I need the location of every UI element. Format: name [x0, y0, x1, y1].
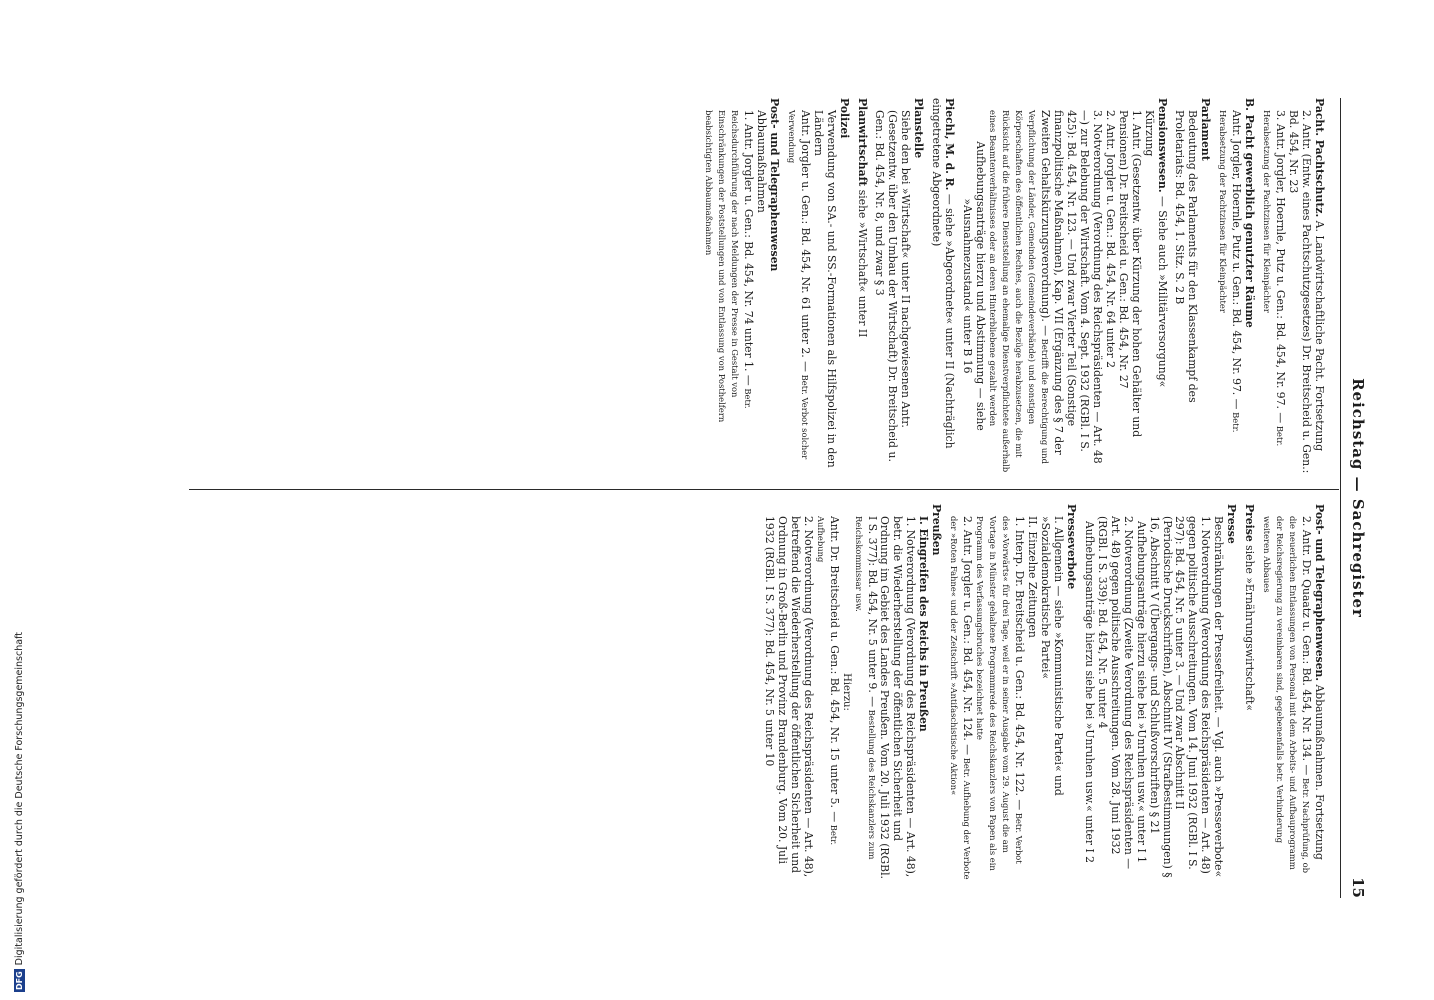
entry-headword: Preußen	[930, 504, 944, 556]
entry-line-text: I. Allgemein — siehe »Kommunistische Partei« und »Sozialdemokratische Partei«	[1038, 516, 1065, 796]
entry-line	[814, 504, 840, 880]
entry-heading-rest: — siehe »Abgeordnete« unter II (Nachträglich eingetretene Abgeordnete)	[930, 98, 957, 449]
header-rule	[1340, 98, 1341, 898]
entry-line	[1173, 98, 1199, 474]
entry-heading	[767, 98, 780, 474]
running-header	[1339, 98, 1369, 898]
entry-line-text: 2. Antr. Jorgler u. Gen.: Bd. 454, Nr. 124. —	[961, 516, 975, 756]
entry-heading-rest: Abbaumaßnahmen. Fortsetzung	[1313, 681, 1326, 860]
entry-line	[762, 504, 814, 880]
dfg-logo: DFG	[15, 971, 24, 990]
entry-line-text: 3. Antr. Jorgler, Hoernle, Putz u. Gen.: Bd. 454, Nr. 97. —	[1274, 110, 1288, 424]
entry-headword: Presseverbote	[1064, 504, 1078, 590]
index-entry	[855, 98, 868, 474]
right-column	[135, 504, 1325, 880]
page-number: 15	[1349, 877, 1367, 898]
credit-text: Digitalisierung gefördert durch die Deutsche Forschungsgemeinschaft	[14, 632, 25, 966]
entry-heading-rest: siehe »Wirtschaft« unter II	[855, 186, 869, 338]
entry-line	[1116, 98, 1142, 474]
entry-headword: B. Pacht gewerblich genutzter Räume	[1243, 98, 1257, 328]
entry-heading	[1312, 504, 1325, 880]
index-entry	[1216, 98, 1255, 474]
index-entry	[960, 98, 1167, 474]
entry-line-text: I. Eingreifen des Reichs in Preußen	[917, 516, 931, 732]
entry-line-text: Aufhebungsanträge hierzu siehe bei »Unruhen usw.« unter I 1	[1134, 520, 1148, 864]
entry-headword: Post- und Telegraphenwesen	[767, 98, 781, 272]
index-entry	[1260, 98, 1325, 474]
entry-heading	[911, 98, 924, 474]
entry-headword: Pensionswesen.	[1155, 98, 1169, 193]
entry-line	[973, 504, 1025, 880]
index-entry	[1260, 504, 1325, 880]
entry-line-note: Bestellung des Reichskanzlers zum Reichskommissar usw.	[853, 516, 877, 860]
entry-line-text: 1. Antr. Jorgler u. Gen.: Bd. 454, Nr. 74 unter 1. —	[741, 110, 755, 386]
index-entry	[947, 504, 1077, 880]
index-entry	[1173, 98, 1212, 474]
entry-heading-rest: siehe »Ernährungswirtschaft«	[1243, 541, 1257, 711]
entry-line-note: Betr. Nachprüfung, ob die neuerlichen Entlassungen von Personal mit dem Arbeits- und Aufbauprogramm der Reichsregierung zu vereinbaren sind, gegebenenfalls betr. Verhinderung weiteren Abbaues	[1262, 516, 1312, 874]
entry-line-text: 2. Notverordnung (Verordnung des Reichspräsidenten — Art. 48), betreffend die Wiederherstellung der öffentlichen Sicherheit und Ordnung in Groß-Berlin und Provinz Brandenburg. Vom 20. Juli 1932 (RGBl. I S. 377): Bd. 454, Nr. 5 unter 10	[762, 516, 815, 878]
entry-headword: Planwirtschaft	[855, 98, 869, 187]
entry-heading	[1064, 504, 1077, 880]
entry-line-note: Betr. Verbot solcher Verwendung	[786, 110, 810, 460]
entry-headword: Polizei	[837, 98, 851, 139]
entry-line-text: 3. Notverordnung (Verordnung des Reichspräsidenten — Art. 48 —) zur Belebung der Wirtschaft. Vom 4. Sept. 1932 (RGBl. I S. 425): Bd. 454, Nr. 123. — Und zwar Vierter Teil (Sonstige finanzpolitische Maßnahmen), Kap. VII (Ergänzung des § 7 der Zweiten Gehaltskürzungsverordnung). —	[1038, 110, 1104, 464]
column-divider	[189, 489, 1339, 490]
entry-line-note: Betrifft die Berechtigung und Verpflichtung der Länder, Gemeinden (Gemeindeverbände) und sonstigen Körperschaften des öffentlichen Rechtes, auch die Bezüge herabzusetzen, die mit Rücksicht auf die frühere Dienststellung an ehemalige Dienstverpflichtete außerhalb eines Beamtenverhältnisses oder an deren Hinterbliebene gezahlt werden	[988, 110, 1050, 473]
entry-heading	[1242, 504, 1255, 880]
entry-line-text: Abbaumaßnahmen	[754, 110, 768, 213]
entry-line	[852, 504, 917, 880]
entry-line-text: 1. Interp. Dr. Breitscheid u. Gen.: Bd. 454, Nr. 122. —	[1013, 516, 1027, 811]
entry-line	[1260, 98, 1286, 474]
entry-line	[702, 98, 754, 474]
entry-headword: Post- und Telegraphenwesen.	[1313, 504, 1326, 682]
entry-line	[1095, 504, 1134, 880]
index-entry	[762, 504, 942, 880]
entry-heading-rest: — Siehe auch »Militärversorgung«	[1155, 192, 1169, 388]
entry-headword: Presse	[1225, 504, 1239, 544]
entry-heading	[1312, 98, 1325, 474]
index-entry	[1082, 504, 1237, 880]
entry-line	[947, 504, 973, 880]
index-entry	[873, 98, 925, 474]
entry-headword: Piechl, M. d. R.	[943, 98, 957, 191]
entry-line	[1260, 504, 1312, 880]
entry-line	[1134, 504, 1147, 880]
entry-line-text: Beschränkungen der Pressefreiheit. — Vgl. auch »Presseverbote«	[1212, 516, 1226, 878]
entry-line	[1147, 504, 1212, 880]
entry-line-text: Verwendung von SA.- und SS.-Formationen als Hilfspolizei in den Ländern	[811, 110, 838, 468]
entry-line	[1142, 98, 1155, 474]
entry-line-text: Kürzung	[1142, 110, 1156, 157]
entry-heading-rest: A. Landwirtschaftliche Pacht. Fortsetzung	[1313, 217, 1326, 452]
entry-line-text: Antr. Dr. Breitscheid u. Gen.: Bd. 454, Nr. 15 unter 5. —	[827, 516, 841, 823]
entry-line-text: 2. Antr. Jorgler u. Gen.: Bd. 454, Nr. 64 unter 2	[1103, 110, 1117, 369]
entry-heading	[837, 98, 850, 474]
left-column	[135, 98, 1325, 474]
entry-line	[1216, 98, 1242, 474]
entry-line	[916, 504, 929, 880]
entry-headword: Preise	[1243, 504, 1257, 542]
rotated-printed-page	[135, 98, 1369, 898]
entry-line	[1211, 504, 1224, 880]
entry-heading	[1224, 504, 1237, 880]
entry-line-text: 1. Antr. (Gesetzentw. über Kürzung der hohen Gehälter und Pensionen) Dr. Breitscheid u. Gen.: Bd. 454, Nr. 27	[1116, 110, 1143, 438]
entry-line-text: 1. Notverordnung (Verordnung des Reichspräsidenten — Art. 48), betr. die Wiederherstellung der öffentlichen Sicherheit und Ordnung im Gebiet des Landes Preußen. Vom 20. Juli 1932 (RGBl. I S. 377): Bd. 454, Nr. 5 unter 9. —	[865, 516, 918, 879]
entry-heading	[1155, 98, 1168, 474]
entry-heading	[929, 504, 942, 880]
entry-line	[811, 98, 837, 474]
entry-line-text: 2. Antr. (Entw. eines Pachtschutzgesetzes) Dr. Breitscheid u. Gen.: Bd. 454, Nr. 23	[1287, 110, 1314, 474]
entry-line	[873, 98, 912, 474]
entry-line	[1025, 504, 1038, 880]
header-title: Reichstag — Sachregister	[1349, 378, 1367, 618]
entry-headword: Pacht. Pachtschutz.	[1313, 98, 1326, 218]
entry-headword: Parlament	[1199, 98, 1213, 161]
entry-heading	[1198, 98, 1211, 474]
entry-line-text: Bedeutung des Parlaments für den Klassenkampf des Proletariats: Bd. 454, 1. Sitz. S. 2 B	[1173, 110, 1200, 403]
entry-line-note: Betr. Verbot des »Vorwärts« für drei Tage, weil er in seiner Ausgabe vom 29. August die am Vortage in Münster gehaltene Programmrede des Reichskanzlers von Papen als ein Programm des Verfassungsbruches bezeichnet hatte	[975, 516, 1025, 871]
entry-line-text: 1. Notverordnung (Verordnung des Reichspräsidenten — Art. 48) gegen politische Ausschreitungen. Vom 14. Juni 1932 (RGBl. I S. 297): Bd. 454, Nr. 5 unter 3. — Und zwar Abschnitt II (Periodische Druckschriften), Abschnitt IV (Strafbestimmungen) § 16, Abschnitt V (Übergangs- und Schlußvorschriften) § 21	[1147, 516, 1213, 878]
entry-line	[986, 98, 1103, 474]
entry-line	[1038, 504, 1064, 880]
entry-line	[754, 98, 767, 474]
index-entry	[1242, 504, 1255, 880]
entry-line-text: Antr. Jorgler, Hoernle, Putz u. Gen.: Bd. 454, Nr. 97. —	[1230, 110, 1244, 410]
entry-heading	[1242, 98, 1255, 474]
index-entry	[702, 98, 780, 474]
entry-line-note: Betr. Aufhebung der Verbote der »Roten Fahne« und der Zeitschrift »Antifaschistische Aktion«	[949, 516, 973, 880]
entry-line	[1082, 504, 1095, 880]
entry-line	[785, 98, 811, 474]
entry-headword: Planstelle	[912, 98, 926, 159]
entry-line-note: Betr. Reichsdurchführung der nach Meldungen der Presse in Gestalt von Einschränkungen der Poststellungen und von Entlassung von Posthelfern beabsichtigten Abbaumaßnahmen	[704, 110, 753, 423]
entry-line	[960, 98, 986, 474]
entry-line-text: Siehe den bei »Wirtschaft« unter II nachgewiesenen Antr. (Gesetzentw. über den Umbau der Wirtschaft) Dr. Breitscheid u. Gen.: Bd. 454, Nr. 8, und zwar § 3	[873, 110, 913, 462]
entry-heading	[855, 98, 868, 474]
index-entry	[929, 98, 955, 474]
entry-line	[1286, 98, 1312, 474]
entry-line-text: Hierzu:	[840, 673, 852, 711]
entry-heading	[929, 98, 955, 474]
entry-line-text: Antr. Jorgler u. Gen.: Bd. 454, Nr. 61 unter 2. —	[798, 110, 812, 372]
entry-line-text: 2. Antr. Dr. Quaatz u. Gen.: Bd. 454, Nr. 134. —	[1300, 516, 1314, 776]
entry-line-note: Betr. Herabsetzung der Pachtzinsen für Kleinpächter	[1262, 110, 1286, 447]
digitization-credit	[14, 632, 25, 992]
entry-line	[840, 504, 852, 880]
entry-line-text: 2. Notverordnung (Zweite Verordnung des Reichspräsidenten — Art. 48) gegen politische Ausschreitungen. Vom 28. Juni 1932 (RGBl. I S. 339): Bd. 454, Nr. 5 unter 4	[1095, 516, 1135, 869]
entry-line-note: Betr. Aufhebung	[815, 516, 839, 846]
entry-line-text: Aufhebungsanträge hierzu und Abstimmung — siehe »Ausnahmezustand« unter B 16	[961, 141, 988, 431]
entry-line-text: Aufhebungsanträge hierzu siehe bei »Unruhen usw.« unter I 2	[1082, 520, 1096, 864]
entry-line	[1103, 98, 1116, 474]
index-entry	[785, 98, 850, 474]
entry-line-text: II. Einzelne Zeitungen	[1025, 516, 1039, 638]
entry-line-note: Betr. Herabsetzung der Pachtzinsen für Kleinpächter	[1218, 110, 1242, 433]
